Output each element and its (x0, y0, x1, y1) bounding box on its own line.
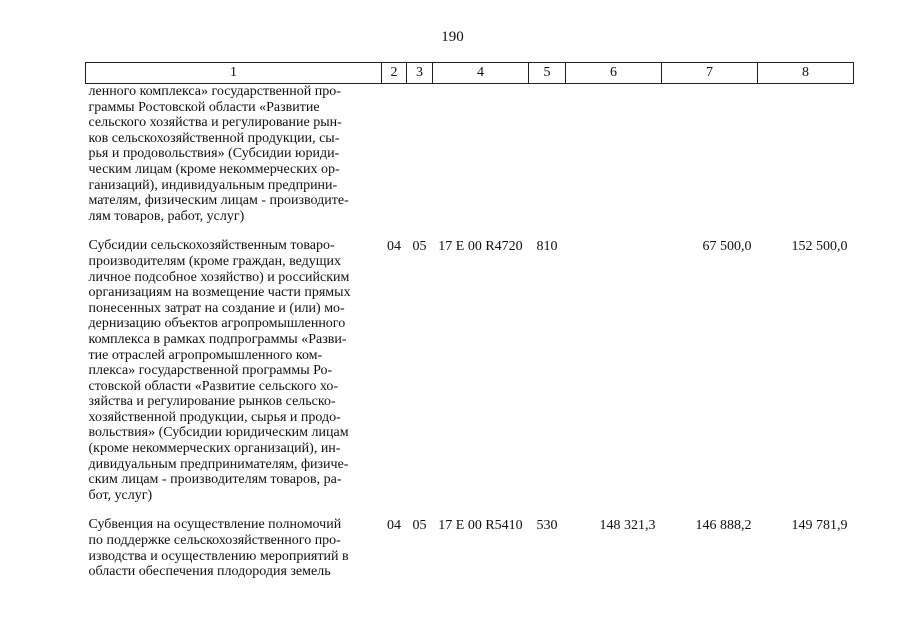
amount-col-8 (758, 84, 854, 225)
desc-line: Субвенция на осуществление полномочий (88, 517, 342, 533)
desc-line: лям товаров, работ, услуг) (88, 208, 245, 224)
desc-line: (кроме некоммерческих организаций), ин- (88, 441, 341, 457)
desc-line: ским лицам - производителям товаров, ра- (88, 472, 342, 488)
page-number: 190 (441, 29, 464, 45)
target-article-code (433, 84, 529, 225)
table-row (86, 84, 854, 225)
section-code: 04 (387, 518, 401, 534)
desc-line: изводства и осуществлению мероприятий в (88, 548, 349, 564)
desc-line: зяйства и регулирование рынков сельско- (88, 394, 336, 410)
desc-line: организациям на возмещение части прямых (88, 285, 351, 301)
row-description (86, 517, 382, 579)
target-article-code: 17 Е 00 R4720 (438, 239, 523, 255)
table-row (86, 238, 854, 503)
desc-line: по поддержке сельскохозяйственного про- (88, 533, 341, 549)
amount-col-6 (566, 238, 662, 503)
col-header-6: 6 (566, 63, 662, 84)
col-header-8: 8 (758, 63, 854, 84)
col-header-7: 7 (662, 63, 758, 84)
desc-line: личное подсобное хозяйство) и российским (88, 269, 350, 285)
row-description (86, 84, 382, 225)
desc-line: сельского хозяйства и регулирование рын- (88, 115, 342, 131)
desc-line: ленного комплекса» государственной про- (88, 84, 341, 99)
desc-line: комплекса в рамках подпрограммы «Разви- (88, 331, 347, 347)
desc-line: бот, услуг) (88, 487, 153, 503)
section-code: 04 (387, 239, 401, 255)
desc-line: ков сельскохозяйственной продукции, сы- (88, 130, 340, 146)
desc-line: тие отраслей агропромышленного ком- (88, 347, 323, 363)
desc-line: ганизаций), индивидуальным предприни- (88, 177, 338, 193)
desc-line: стовской области «Развитие сельского хо- (88, 378, 339, 394)
col-header-4: 4 (433, 63, 529, 84)
amount-col-7: 67 500,0 (702, 239, 752, 255)
row-description (86, 238, 382, 503)
amount-col-8: 149 781,9 (791, 518, 848, 534)
expense-type-code: 530 (536, 518, 558, 534)
desc-line: дивидуальным предпринимателям, физиче- (88, 456, 349, 472)
desc-line: Субсидии сельскохозяйственным товаро- (88, 238, 335, 254)
column-number-header (86, 63, 854, 84)
desc-line: дернизацию объектов агропромышленного (88, 316, 346, 332)
amount-col-6: 148 321,3 (599, 518, 656, 534)
subsection-code: 05 (412, 239, 427, 255)
desc-line: ческим лицам (кроме некоммерческих ор- (88, 161, 340, 177)
desc-line: области обеспечения плодородия земель (88, 564, 331, 580)
budget-table (85, 62, 854, 580)
expense-type-code (529, 84, 566, 225)
desc-line: плекса» государственной программы Ро- (88, 363, 333, 379)
section-code (382, 84, 407, 225)
amount-col-8: 152 500,0 (791, 239, 848, 255)
desc-line: хозяйственной продукции, сырья и продо- (88, 409, 341, 425)
subsection-code (407, 84, 433, 225)
amount-col-7 (662, 84, 758, 225)
desc-line: граммы Ростовской области «Развитие (88, 99, 320, 115)
target-article-code: 17 Е 00 R5410 (438, 518, 523, 534)
expense-type-code: 810 (536, 239, 558, 255)
col-header-5: 5 (529, 63, 566, 84)
col-header-3: 3 (407, 63, 433, 84)
desc-line: понесенных затрат на создание и (или) мо- (88, 300, 345, 316)
desc-line: производителям (кроме граждан, ведущих (88, 253, 342, 269)
desc-line: рья и продовольствия» (Субсидии юриди- (88, 146, 340, 162)
table-row (86, 517, 854, 579)
amount-col-7: 146 888,2 (695, 518, 752, 534)
desc-line: вольствия» (Субсидии юридическим лицам (88, 425, 349, 441)
subsection-code: 05 (412, 518, 427, 534)
amount-col-6 (566, 84, 662, 225)
col-header-2: 2 (382, 63, 407, 84)
desc-line: мателям, физическим лицам - производите- (88, 193, 349, 209)
col-header-1: 1 (86, 63, 382, 84)
